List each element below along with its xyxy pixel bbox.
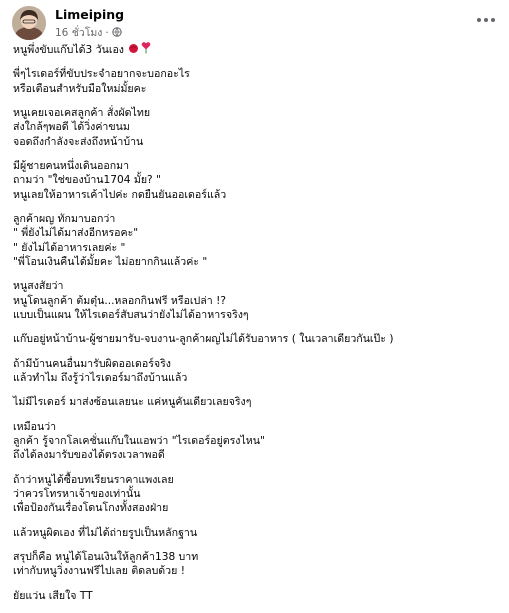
post-text-line: " ยังไม่ได้อาหารเลยค่ะ " bbox=[13, 241, 126, 254]
post-text-line bbox=[13, 41, 493, 57]
post-text-line: จอดถึงกำลังจะส่งถึงหน้าบ้าน bbox=[13, 135, 144, 148]
post-header bbox=[12, 6, 499, 42]
post-paragraph bbox=[13, 212, 493, 269]
post-text-line: ไม่มีไรเดอร์ มาส่งซ้อนเลยนะ แค่หนูคันเดียวเลยจริงๆ bbox=[13, 396, 252, 409]
post-text-line: ส่งใกล้ๆพอดี ได้วิ่งค่าขนม bbox=[13, 121, 130, 134]
post-text-line: ถามว่า "ใช่ของบ้าน1704 มั้ย? " bbox=[13, 174, 161, 187]
post-text-line: ลูกค้า รู้จากโลเคชั่นแก๊บในแอพว่า "ไรเดอร์อยู่ตรงไหน" bbox=[13, 435, 265, 448]
post-text-line: เท่ากับหนูวิ่งงานฟรีไปเลย ติดลบด้วย ! bbox=[13, 565, 185, 578]
post-paragraph bbox=[13, 41, 493, 57]
post-text-line: แก๊บอยู่หน้าบ้าน-ผู้ชายมารับ-จบงาน-ลูกค้าผญไม่ได้รับอาหาร ( ในเวลาเดียวกันเป๊ะ ) bbox=[13, 333, 394, 346]
post-text-line: ถ้ามีบ้านคนอื่นมารับผิดออเดอร์จริง bbox=[13, 357, 171, 370]
post-paragraph bbox=[13, 67, 493, 96]
post-paragraph bbox=[13, 279, 493, 322]
post-paragraph bbox=[13, 589, 493, 603]
post-paragraph bbox=[13, 473, 493, 516]
post-text-line: แบบเป็นแผน ให้ไรเดอร์สับสนว่ายังไม่ได้อาหารจริงๆ bbox=[13, 308, 249, 321]
post-text-line: ว่าควรโทรหาเจ้าของเท่านั้น bbox=[13, 488, 141, 501]
post-text-line: หนูเคยเจอเคสลูกค้า สั่งผัดไทย bbox=[13, 107, 151, 120]
post-text-line-content: หนูพึ่งขับแก๊บได้3 วันเอง bbox=[13, 44, 124, 56]
rose-icon bbox=[128, 43, 139, 54]
post-text-line: แล้วทำไม ถึงรู้ว่าไรเดอร์มาถึงบ้านแล้ว bbox=[13, 372, 188, 384]
author-name[interactable]: Limeiping bbox=[55, 7, 125, 22]
post-text-line: หนูสงสัยว่า bbox=[13, 280, 64, 293]
post-text-line: พี่ๆไรเดอร์ที่ขับประจำอยากจะบอกอะไร bbox=[13, 68, 190, 81]
post-text-line: แล้วหนูผิดเอง ที่ไม่ได้ถ่ายรูปเป็นหลักฐาน bbox=[13, 526, 198, 539]
post-text-line: หรือเตือนสำหรับมือใหม่มั้ยคะ bbox=[13, 82, 147, 95]
post-text-line: ลูกค้าผญ ทักมาบอกว่า bbox=[13, 213, 116, 226]
post-meta bbox=[55, 24, 122, 41]
post-paragraph bbox=[13, 159, 493, 202]
post-text-line: เพื่อป้องกันเรื่องโดนโกงทั้งสองฝ่าย bbox=[13, 502, 169, 515]
meta-separator: · bbox=[105, 27, 109, 39]
post-text-line: สรุปก็คือ หนูได้โอนเงินให้ลูกค้า138 บาท bbox=[13, 551, 199, 564]
post-paragraph bbox=[13, 395, 493, 409]
post-paragraph bbox=[13, 550, 493, 579]
post-text-line: "พี่โอนเงินคืนได้มั้ยคะ ไม่อยากกินแล้วค่ะ " bbox=[13, 255, 208, 268]
post-paragraph bbox=[13, 357, 493, 386]
post-text-line: ถึงได้ลงมารับของได้ตรงเวลาพอดี bbox=[13, 449, 165, 462]
more-options-icon[interactable] bbox=[473, 11, 499, 29]
post-body bbox=[13, 41, 493, 613]
post-text-line: ถ้าว่าหนูได้ซื้อบทเรียนราคาแพงเลย bbox=[13, 473, 174, 486]
post-text-line: มีผู้ชายคนหนึ่งเดินออกมา bbox=[13, 160, 130, 173]
author-avatar[interactable] bbox=[12, 6, 46, 40]
post-paragraph bbox=[13, 332, 493, 346]
globe-icon bbox=[112, 27, 122, 37]
post-text-line: หนูโดนลูกค้า ต้มตุ๋น...หลอกกินฟรี หรือเปล่า !? bbox=[13, 294, 226, 307]
post-text-line: หนูเลยให้อาหารเค้าไปค่ะ กดยืนยันออเดอร์แล้ว bbox=[13, 188, 227, 201]
post-paragraph bbox=[13, 526, 493, 540]
post-text-line: ยัยแว่น เสียใจ TT bbox=[13, 589, 93, 602]
post-paragraph bbox=[13, 106, 493, 149]
heart-icon bbox=[141, 41, 151, 54]
post-paragraph bbox=[13, 420, 493, 463]
post-timestamp[interactable]: 16 ชั่วโมง bbox=[55, 27, 103, 39]
post-text-line: เหมือนว่า bbox=[13, 420, 57, 433]
avatar-image bbox=[12, 6, 46, 40]
post-text-line: " พี่ยังไม่ได้มาส่งอีกหรอคะ" bbox=[13, 227, 139, 240]
